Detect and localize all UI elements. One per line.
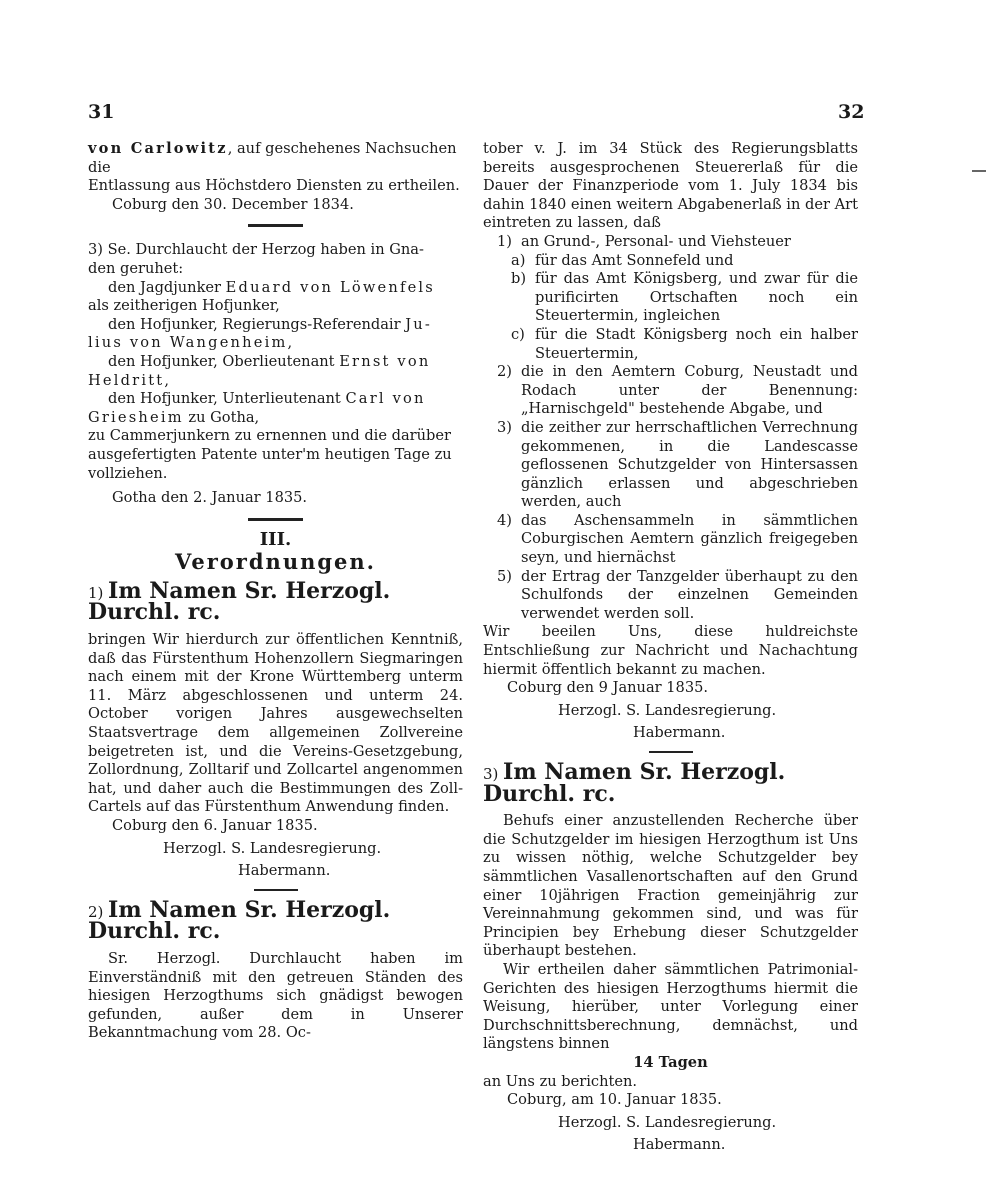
- item3-line-13: vollziehen.: [88, 464, 168, 482]
- item3-line-2: den geruhet:: [88, 259, 184, 277]
- ordinance-3-date: Coburg, am 10. Januar 1835.: [507, 1091, 722, 1109]
- ordinance-2-body: Sr. Herzogl. Durchlaucht haben im Einverständniß mit den getreuen Ständen des hiesigen Herzogthums sich gnädigst bewogen gefunden, außer dem in Unserer Bekanntmachung vom 28. Oc-: [88, 949, 463, 1042]
- item3-line-5: den Hofjunker, Regierungs-Referendair Ju-: [108, 315, 432, 333]
- continuation-text: tober v. J. im 34 Stück des Regierungsblatts bereits ausgesprochenen Steuererlaß für die Dauer der Finanzperiode vom 1. July 1834 bis dahin 1840 einen weitern Abgabenerlaß in der Art eintreten zu lassen, daß: [483, 140, 858, 232]
- ordinance-1-signature: Herzogl. S. Landesregierung.: [163, 839, 382, 857]
- list-item: a) für das Amt Sonnefeld und: [511, 251, 734, 269]
- page-number-left: 31: [88, 101, 115, 123]
- divider: [248, 518, 303, 521]
- opening-line-2: Entlassung aus Höchstdero Diensten zu ertheilen.: [88, 177, 460, 195]
- item3-line-10: Griesheim zu Gotha,: [88, 408, 260, 426]
- ordinance-3-body-2: Wir ertheilen daher sämmtlichen Patrimonial-Gerichten des hiesigen Herzogthums hiermit die Weisung, hierüber, unter Vorlegung einer Durchschnittsberechnung, demnächst, und längstens binnen: [483, 960, 858, 1053]
- item3-line-3: den Jagdjunker Eduard von Löwenfels: [108, 278, 435, 296]
- item3-line-12: ausgefertigten Patente unter'm heutigen Tage zu: [88, 445, 452, 463]
- right-column: [483, 140, 858, 1155]
- ordinance-3-deadline: 14 Tagen: [633, 1053, 708, 1071]
- sub-list: [497, 252, 858, 364]
- margin-mark: [972, 170, 986, 172]
- item3-line-4: als zeitherigen Hofjunker,: [88, 297, 280, 315]
- item3-line-1: 3) Se. Durchlaucht der Herzog haben in Gna-: [88, 241, 424, 259]
- abatement-list: [497, 233, 858, 623]
- divider: [248, 224, 303, 227]
- item3-line-7: den Hofjunker, Oberlieutenant Ernst von: [108, 352, 431, 370]
- item3-date: Gotha den 2. Januar 1835.: [112, 489, 308, 507]
- left-column: [88, 140, 463, 1043]
- item3-line-9: den Hofjunker, Unterlieutenant Carl von: [108, 390, 426, 408]
- page-number-right: 32: [838, 101, 865, 123]
- ordinance-1-date: Coburg den 6. Januar 1835.: [112, 817, 318, 834]
- section-title: Verordnungen.: [175, 549, 376, 575]
- section-number: III.: [259, 528, 292, 550]
- list-item: 2) die in den Aemtern Coburg, Neustadt und Rodach unter der Benennung: „Harnischgeld" bestehende Abgabe, und: [497, 363, 858, 418]
- closing-date: Coburg den 9 Januar 1835.: [507, 679, 709, 697]
- list-item: 3) die zeither zur herrschaftlichen Verrechnung gekommenen, in die Landescasse geflossenen Schutzgelder von Hintersassen gänzlich erlassen und abgeschrieben werden, auch: [497, 418, 858, 511]
- item3-line-8: Heldritt,: [88, 371, 169, 389]
- divider: [649, 751, 693, 753]
- list-item: c) für die Stadt Königsberg noch ein halber Steuertermin,: [511, 325, 858, 362]
- list-item: 5) der Ertrag der Tanzgelder überhaupt zu den Schulfonds der einzelnen Gemeinden verwendet werden soll.: [497, 567, 858, 622]
- closing-signer: Habermann.: [633, 724, 726, 742]
- ordinance-1-signer: Habermann.: [238, 862, 331, 880]
- opening-date: Coburg den 30. December 1834.: [112, 195, 354, 213]
- item3-line-11: zu Cammerjunkern zu ernennen und die darüber: [88, 427, 451, 445]
- ordinance-3-signer: Habermann.: [633, 1136, 726, 1154]
- item3-line-6: lius von Wangenheim,: [88, 334, 293, 352]
- list-item: 1) an Grund-, Personal- und Viehsteuer a) für das Amt Sonnefeld und b) für das Amt Königsberg, und zwar für die purificirten Ortschaften noch ein Steuertermin, ingleichen c) für die Stadt Königsberg noch ein halber Steuertermin,: [497, 232, 858, 362]
- list-item: 4) das Aschensammeln in sämmtlichen Coburgischen Aemtern gänzlich freigegeben seyn, und hiernächst: [497, 511, 858, 567]
- ordinance-3-body-1: Behufs einer anzustellenden Recherche über die Schutzgelder im hiesigen Herzogthum ist Uns zu wissen nöthig, welche Schutzgelder bey sämmtlichen Vasallenortschaften auf den Grund einer 10jährigen Fraction gemeinjährig zur Vereinnahmung gekommen sind, und was für Principien bey Erhebung dieser Schutzgelder überhaupt bestehen.: [483, 812, 858, 960]
- opening-line-1: von Carlowitz, auf geschehenes Nachsuchen die: [88, 140, 457, 176]
- ordinance-3-report: an Uns zu berichten.: [483, 1072, 638, 1090]
- ordinance-3-heading: 3) Im Namen Sr. Herzogl. Durchl. rc.: [483, 759, 786, 807]
- closing-signature: Herzogl. S. Landesregierung.: [558, 701, 777, 719]
- closing-text: Wir beeilen Uns, diese huldreichste Entschließung zur Nachricht und Nachachtung hiermit öffentlich bekannt zu machen.: [483, 623, 858, 678]
- ordinance-1-heading: 1) Im Namen Sr. Herzogl. Durchl. rc.: [88, 577, 391, 626]
- ordinance-3-signature: Herzogl. S. Landesregierung.: [558, 1113, 777, 1131]
- list-item: b) für das Amt Königsberg, und zwar für die purificirten Ortschaften noch ein Steuertermin, ingleichen: [511, 270, 858, 325]
- ordinance-2-heading: 2) Im Namen Sr. Herzogl. Durchl. rc.: [88, 896, 391, 945]
- ordinance-1-body: bringen Wir hierdurch zur öffentlichen Kenntniß, daß das Fürstenthum Hohenzollern Siegmaringen nach einem mit der Krone Württemberg unterm 11. März abgeschlossenen und unterm 24. October vorigen Jahres ausgewechselten Staatsvertrage dem allgemeinen Zollvereine beigetreten ist, und die Vereins-Gesetzgebung, Zollordnung, Zolltarif und Zollcartel angenommen hat, und daher auch die Bestimmungen des Zoll-Cartels auf das Fürstenthum Anwendung finden.: [88, 631, 463, 816]
- divider: [254, 889, 298, 891]
